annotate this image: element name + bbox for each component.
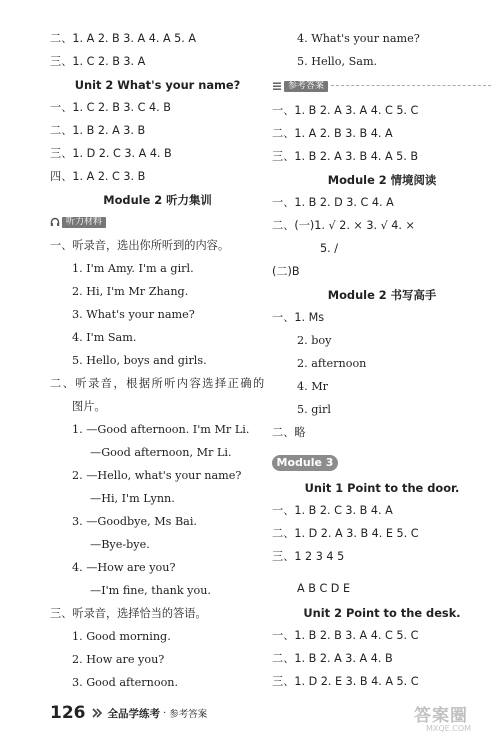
- answer-line: 一、1. B 2. C 3. B 4. A: [272, 504, 393, 517]
- transcript-item: 4. —How are you?: [72, 561, 176, 574]
- unit-title: Unit 2 Point to the desk.: [303, 606, 461, 620]
- tag-divider: [331, 85, 491, 87]
- listening-material-tag: [50, 216, 106, 228]
- transcript-subitem: —Hi, I'm Lynn.: [90, 492, 175, 505]
- tag-label: 参考答案: [284, 81, 328, 92]
- answer-line: 二、1. B 2. A 3. B: [50, 124, 146, 137]
- answer-line: 三、1. C 2. B 3. A: [50, 55, 146, 68]
- double-chevron-icon: [92, 708, 102, 718]
- page-footer: [50, 701, 207, 725]
- transcript-item: 2. How are you?: [72, 653, 165, 666]
- transcript-item: 2. —Hello, what's your name?: [72, 469, 242, 482]
- answer-line: 5. girl: [297, 403, 331, 416]
- matching-letters: A B C D E: [297, 582, 351, 595]
- answer-line: (二)B: [272, 265, 300, 278]
- module-title: Module 2 情境阅读: [327, 173, 437, 187]
- transcript-item: 4. I'm Sam.: [72, 331, 137, 344]
- answer-line: 一、1. B 2. B 3. A 4. C 5. C: [272, 629, 419, 642]
- transcript-item: 3. What's your name?: [72, 308, 195, 321]
- answer-line: 三、1. D 2. C 3. A 4. B: [50, 147, 172, 160]
- module-3-badge: Module 3: [272, 455, 338, 471]
- transcript-item: 3. Good afternoon.: [72, 676, 179, 689]
- transcript-item: 1. Good morning.: [72, 630, 171, 643]
- tag-label: 听力材料: [62, 217, 106, 228]
- reference-answer-tag: [272, 80, 491, 92]
- answer-line: 二、(一)1. √ 2. × 3. √ 4. ×: [272, 219, 415, 232]
- instruction: 三、听录音，选择恰当的答语。: [50, 607, 207, 620]
- transcript-item: 1. —Good afternoon. I'm Mr Li.: [72, 423, 250, 436]
- answer-line: 三、1. D 2. E 3. B 4. A 5. C: [272, 675, 419, 688]
- watermark-logo: [414, 699, 500, 737]
- answer-line: 一、1. B 2. A 3. A 4. C 5. C: [272, 104, 419, 117]
- answer-line: 5. /: [320, 242, 338, 255]
- footer-brand: 全品学练考: [107, 707, 160, 720]
- answer-line: 二、1. D 2. A 3. B 4. E 5. C: [272, 527, 419, 540]
- answer-line: 4. Mr: [297, 380, 329, 393]
- module-title: Module 2 听力集训: [103, 193, 212, 207]
- headphones-icon: [50, 217, 60, 227]
- instruction: 二、听录音，根据所听内容选择正确的: [50, 377, 266, 390]
- answer-line: 一、1. B 2. D 3. C 4. A: [272, 196, 394, 209]
- page-number: 126: [50, 703, 86, 723]
- footer-separator: ·: [163, 707, 167, 719]
- answer-line: 2. boy: [297, 334, 332, 347]
- answer-line: 三、1. B 2. A 3. B 4. A 5. B: [272, 150, 419, 163]
- transcript-subitem: —I'm fine, thank you.: [90, 584, 211, 597]
- answer-line: 二、1. B 2. A 3. A 4. B: [272, 652, 393, 665]
- instruction: 一、听录音，选出你所听到的内容。: [50, 239, 230, 252]
- answer-line: 二、1. A 2. B 3. B 4. A: [272, 127, 393, 140]
- answer-line: 2. afternoon: [297, 357, 367, 370]
- transcript-item: 3. —Goodbye, Ms Bai.: [72, 515, 197, 528]
- instruction: 图片。: [72, 400, 106, 413]
- module-title: Module 2 书写高手: [327, 288, 437, 302]
- answer-line: 二、1. A 2. B 3. A 4. A 5. A: [50, 32, 197, 45]
- transcript-item: 5. Hello, boys and girls.: [72, 354, 207, 367]
- transcript-item: 4. What's your name?: [297, 32, 420, 45]
- matching-numbers: 三、1 2 3 4 5: [272, 550, 345, 563]
- answer-line: 四、1. A 2. C 3. B: [50, 170, 146, 183]
- watermark-text: 答案圈: [414, 706, 468, 726]
- transcript-item: 2. Hi, I'm Mr Zhang.: [72, 285, 189, 298]
- answer-line: 二、略: [272, 426, 306, 439]
- list-icon: [272, 81, 282, 91]
- answer-line: 一、1. C 2. B 3. C 4. B: [50, 101, 171, 114]
- unit-title: Unit 2 What's your name?: [74, 78, 241, 92]
- transcript-subitem: —Bye-bye.: [90, 538, 150, 551]
- transcript-subitem: —Good afternoon, Mr Li.: [90, 446, 232, 459]
- footer-subtitle: 参考答案: [169, 709, 208, 720]
- watermark-url: MXQE.COM: [426, 724, 472, 733]
- transcript-item: 5. Hello, Sam.: [297, 55, 378, 68]
- unit-title: Unit 1 Point to the door.: [304, 481, 460, 495]
- answer-line: 一、1. Ms: [272, 311, 325, 324]
- transcript-item: 1. I'm Amy. I'm a girl.: [72, 262, 194, 275]
